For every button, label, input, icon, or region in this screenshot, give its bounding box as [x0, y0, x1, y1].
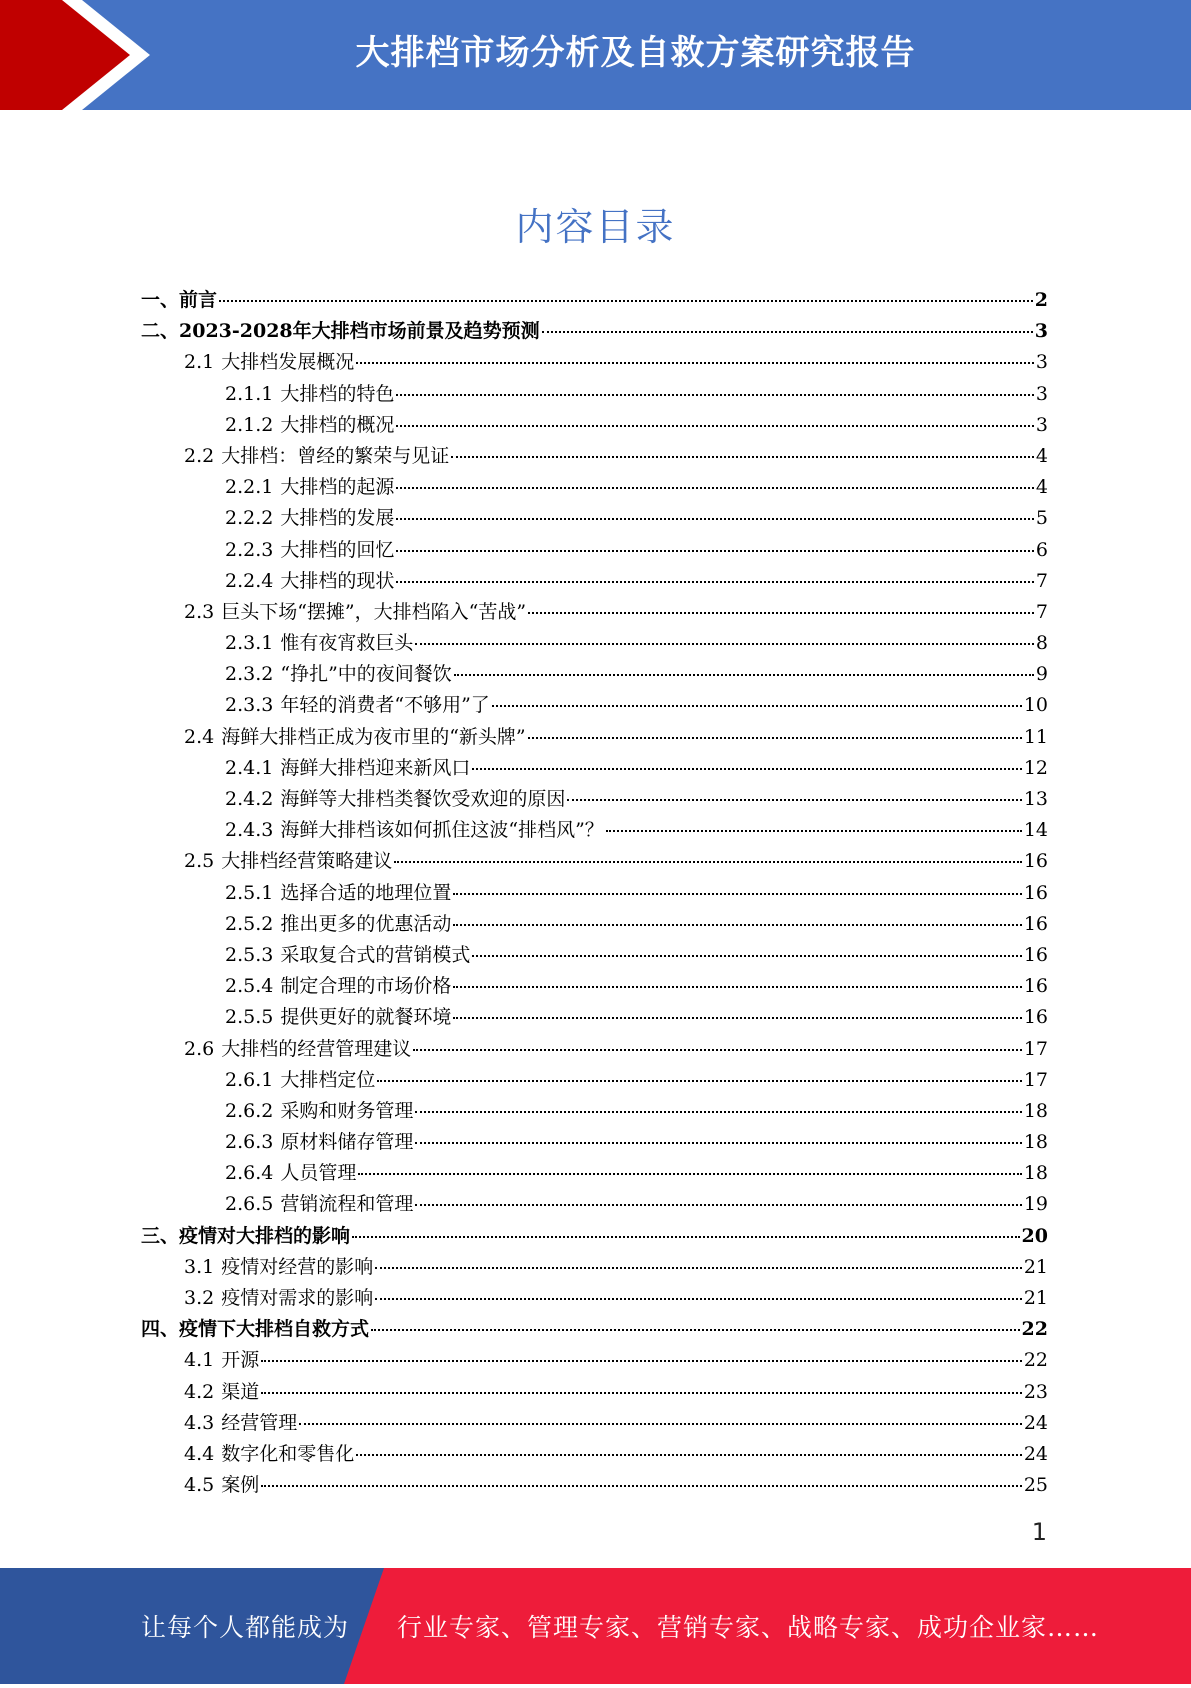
toc-entry-page: 20 — [1021, 1224, 1048, 1247]
toc-entry[interactable] — [141, 878, 1048, 909]
toc-entry-page: 7 — [1035, 600, 1048, 623]
toc-dot-leader — [451, 456, 1034, 458]
toc-entry-page: 17 — [1023, 1037, 1048, 1060]
toc-entry-number: 2.6.3 — [225, 1131, 274, 1154]
toc-entry-page: 13 — [1023, 788, 1048, 810]
toc-dot-leader — [472, 768, 1021, 770]
toc-entry[interactable] — [141, 1439, 1048, 1470]
toc-entry[interactable] — [141, 1034, 1048, 1065]
toc-entry-number: 2.2 — [184, 444, 215, 467]
toc-dot-leader — [394, 861, 1022, 863]
toc-entry[interactable] — [141, 1002, 1048, 1033]
toc-entry[interactable] — [141, 815, 1048, 846]
toc-entry[interactable] — [141, 784, 1048, 815]
toc-entry-title: 海鲜等大排档类餐饮受欢迎的原因 — [280, 788, 566, 810]
toc-dot-leader — [396, 394, 1034, 396]
toc-entry[interactable] — [141, 347, 1048, 378]
toc-entry-number: 2.3 — [184, 600, 215, 623]
toc-entry-title: 大排档经营策略建议 — [221, 850, 393, 873]
toc-entry-number: 2.4.1 — [225, 756, 274, 779]
toc-entry-title: 大排档的概况 — [280, 413, 395, 436]
toc-entry-title: 制定合理的市场价格 — [280, 975, 452, 998]
toc-dot-leader — [528, 737, 1022, 739]
toc-entry[interactable] — [141, 1283, 1048, 1314]
toc-entry[interactable] — [141, 1221, 1048, 1252]
toc-dot-leader — [567, 799, 1021, 801]
toc-entry-page: 3 — [1035, 382, 1048, 405]
toc-entry-page: 22 — [1021, 1318, 1048, 1341]
toc-entry-title: 疫情对经营的影响 — [221, 1255, 374, 1278]
toc-entry-page: 24 — [1023, 1442, 1048, 1465]
toc-dot-leader — [453, 1017, 1021, 1019]
toc-entry[interactable] — [141, 940, 1048, 971]
toc-entry[interactable] — [141, 722, 1048, 753]
toc-dot-leader — [492, 705, 1022, 707]
toc-entry-page: 16 — [1023, 881, 1048, 904]
toc-entry[interactable] — [141, 566, 1048, 597]
toc-entry-number: 2.5.3 — [225, 943, 274, 966]
toc-entry-title: 经营管理 — [221, 1411, 298, 1434]
toc-entry-title: 海鲜大排档迎来新风口 — [280, 756, 471, 779]
toc-dot-leader — [375, 1267, 1022, 1269]
toc-entry-title: 三、疫情对大排档的影响 — [141, 1224, 351, 1247]
toc-entry-page: 16 — [1023, 1006, 1048, 1029]
toc-entry[interactable] — [141, 503, 1048, 534]
toc-entry-number: 2.5.4 — [225, 975, 274, 998]
toc-entry-number: 2.1.2 — [225, 413, 274, 436]
toc-entry[interactable] — [141, 1096, 1048, 1127]
toc-entry-number: 2.1.1 — [225, 382, 274, 405]
toc-entry[interactable] — [141, 1158, 1048, 1189]
toc-entry[interactable] — [141, 753, 1048, 784]
toc-entry[interactable] — [141, 909, 1048, 940]
toc-entry-page: 16 — [1023, 912, 1048, 935]
toc-entry-title: 海鲜大排档正成为夜市里的“新头牌” — [221, 725, 526, 748]
toc-dot-leader — [415, 1142, 1021, 1144]
page-number: 1 — [1031, 1518, 1047, 1546]
toc-entry-number: 2.6.1 — [225, 1068, 274, 1091]
toc-entry-title: 大排档的特色 — [280, 382, 395, 405]
header-banner — [0, 0, 1191, 110]
toc-entry-page: 21 — [1023, 1287, 1048, 1309]
toc-entry-page: 21 — [1023, 1255, 1048, 1278]
toc-dot-leader — [375, 1298, 1022, 1300]
toc-entry-number: 2.6 — [184, 1037, 215, 1060]
toc-entry-number: 3.1 — [184, 1255, 215, 1278]
toc-dot-leader — [415, 643, 1034, 645]
chevron-arrow-icon — [0, 0, 160, 110]
toc-dot-leader — [377, 1080, 1021, 1082]
toc-entry-page: 7 — [1035, 569, 1048, 592]
toc-entry-title: 数字化和零售化 — [221, 1442, 355, 1465]
toc-entry-number: 2.2.2 — [225, 507, 274, 530]
toc-entry-title: 开源 — [221, 1349, 260, 1372]
toc-entry-number: 4.5 — [184, 1474, 215, 1497]
toc-dot-leader — [261, 1392, 1022, 1394]
toc-entry-title: 人员管理 — [280, 1162, 357, 1185]
toc-entry-title: 大排档定位 — [280, 1068, 376, 1091]
toc-entry-page: 24 — [1023, 1411, 1048, 1434]
toc-dot-leader — [356, 362, 1034, 364]
toc-entry-title: 大排档的起源 — [280, 476, 395, 499]
toc-dot-leader — [542, 331, 1033, 333]
toc-entry-number: 3.2 — [184, 1287, 215, 1309]
toc-entry-number: 4.3 — [184, 1411, 215, 1434]
toc-entry[interactable] — [141, 410, 1048, 441]
toc-entry-title: 选择合适的地理位置 — [280, 881, 452, 904]
toc-entry-title: 提供更好的就餐环境 — [280, 1006, 452, 1029]
toc-entry[interactable] — [141, 1127, 1048, 1158]
toc-entry[interactable] — [141, 628, 1048, 659]
toc-dot-leader — [415, 1204, 1021, 1206]
toc-dot-leader — [396, 518, 1034, 520]
toc-entry-number: 2.4.2 — [225, 788, 274, 810]
toc-entry[interactable] — [141, 1252, 1048, 1283]
toc-entry-number: 4.4 — [184, 1442, 215, 1465]
toc-entry-title: 推出更多的优惠活动 — [280, 912, 452, 935]
toc-entry-title: 案例 — [221, 1474, 260, 1497]
toc-entry-page: 3 — [1035, 351, 1048, 374]
toc-entry-number: 2.3.2 — [225, 663, 274, 686]
toc-entry-number: 2.4 — [184, 725, 215, 748]
toc-entry-page: 16 — [1023, 943, 1048, 966]
toc-entry-title: 大排档：曾经的繁荣与见证 — [221, 444, 450, 467]
toc-entry-number: 2.6.4 — [225, 1162, 274, 1185]
toc-entry-title: 大排档的发展 — [280, 507, 395, 530]
toc-dot-leader — [528, 612, 1034, 614]
toc-entry-number: 2.5.5 — [225, 1006, 274, 1029]
toc-entry[interactable] — [141, 1314, 1048, 1345]
toc-dot-leader — [453, 924, 1021, 926]
footer-roles: 行业专家、管理专家、营销专家、战略专家、成功企业家…… — [397, 1613, 1100, 1642]
toc-dot-leader — [396, 487, 1034, 489]
toc-entry-page: 16 — [1023, 975, 1048, 998]
toc-entry-title: 一、前言 — [141, 289, 218, 311]
toc-entry-title: 营销流程和管理 — [280, 1193, 414, 1216]
toc-dot-leader — [453, 893, 1021, 895]
toc-entry-title: 采购和财务管理 — [280, 1099, 414, 1122]
toc-entry-page: 4 — [1035, 476, 1048, 499]
toc-entry[interactable] — [141, 690, 1048, 721]
toc-entry-number: 2.6.5 — [225, 1193, 274, 1216]
toc-dot-leader — [454, 674, 1034, 676]
toc-entry-page: 12 — [1023, 756, 1048, 779]
toc-entry-title: 大排档的现状 — [280, 569, 395, 592]
toc-dot-leader — [472, 955, 1021, 957]
toc-entry-page: 18 — [1023, 1099, 1048, 1122]
toc-entry-page: 6 — [1035, 538, 1048, 561]
toc-entry[interactable] — [141, 1065, 1048, 1096]
toc-entry[interactable] — [141, 285, 1048, 316]
toc-entry-title: 大排档的回忆 — [280, 538, 395, 561]
toc-entry-page: 18 — [1023, 1131, 1048, 1154]
toc-dot-leader — [219, 300, 1033, 302]
toc-dot-leader — [358, 1173, 1021, 1175]
toc-entry-title: 采取复合式的营销模式 — [280, 943, 471, 966]
toc-entry-title: 疫情对需求的影响 — [221, 1287, 374, 1309]
toc-entry-number: 2.3.3 — [225, 694, 274, 717]
toc-dot-leader — [415, 1111, 1021, 1113]
toc-dot-leader — [261, 1485, 1022, 1487]
toc-entry[interactable] — [141, 659, 1048, 690]
toc-entry-title: 巨头下场“摆摊”，大排档陷入“苦战” — [221, 600, 527, 623]
toc-entry[interactable] — [141, 1408, 1048, 1439]
toc-entry-page: 16 — [1023, 850, 1048, 873]
footer-slogan: 让每个人都能成为 — [141, 1613, 350, 1642]
toc-entry-title: 大排档发展概况 — [221, 351, 355, 374]
toc-entry-page: 18 — [1023, 1162, 1048, 1185]
toc-entry[interactable] — [141, 472, 1048, 503]
toc-entry-number: 2.1 — [184, 351, 215, 374]
toc-entry-number: 2.6.2 — [225, 1099, 274, 1122]
toc-entry-number: 2.2.4 — [225, 569, 274, 592]
toc-dot-leader — [413, 1049, 1022, 1051]
toc-entry-number: 2.4.3 — [225, 819, 274, 842]
toc-dot-leader — [299, 1423, 1022, 1425]
table-of-contents — [141, 285, 1048, 1501]
toc-entry-page: 4 — [1035, 444, 1048, 467]
toc-entry-title: “挣扎”中的夜间餐饮 — [280, 663, 452, 686]
report-title: 大排档市场分析及自救方案研究报告 — [355, 33, 916, 73]
toc-entry-title: 年轻的消费者“不够用”了 — [280, 694, 490, 717]
toc-entry[interactable] — [141, 597, 1048, 628]
toc-entry-number: 4.2 — [184, 1380, 215, 1403]
toc-entry[interactable] — [141, 1470, 1048, 1501]
toc-entry-page: 2 — [1034, 289, 1048, 311]
toc-entry[interactable] — [141, 1377, 1048, 1408]
toc-entry-page: 11 — [1023, 725, 1048, 748]
toc-entry-number: 2.2.3 — [225, 538, 274, 561]
toc-entry[interactable] — [141, 316, 1048, 347]
toc-entry[interactable] — [141, 535, 1048, 566]
toc-entry-title: 海鲜大排档该如何抓住这波“排档风”？ — [280, 819, 604, 842]
toc-dot-leader — [606, 830, 1022, 832]
toc-entry[interactable] — [141, 1189, 1048, 1220]
toc-entry-page: 14 — [1023, 819, 1048, 842]
toc-entry[interactable] — [141, 846, 1048, 877]
toc-entry-title: 二、2023-2028年大排档市场前景及趋势预测 — [141, 320, 540, 343]
toc-entry-title: 惟有夜宵救巨头 — [280, 632, 414, 655]
toc-dot-leader — [396, 581, 1034, 583]
toc-entry[interactable] — [141, 971, 1048, 1002]
toc-entry-page: 10 — [1023, 694, 1048, 717]
toc-entry-number: 2.3.1 — [225, 632, 274, 655]
toc-entry-number: 2.5.1 — [225, 881, 274, 904]
toc-entry-title: 渠道 — [221, 1380, 260, 1403]
toc-entry[interactable] — [141, 379, 1048, 410]
toc-dot-leader — [261, 1360, 1022, 1362]
toc-entry-title: 大排档的经营管理建议 — [221, 1037, 412, 1060]
toc-entry[interactable] — [141, 441, 1048, 472]
toc-entry-page: 25 — [1023, 1474, 1048, 1497]
toc-entry-page: 3 — [1034, 320, 1048, 343]
toc-entry-page: 8 — [1035, 632, 1048, 655]
toc-dot-leader — [356, 1454, 1022, 1456]
toc-entry[interactable] — [141, 1345, 1048, 1376]
toc-entry-page: 5 — [1035, 507, 1048, 530]
toc-entry-number: 2.5 — [184, 850, 215, 873]
toc-entry-page: 19 — [1023, 1193, 1048, 1216]
toc-entry-title: 四、疫情下大排档自救方式 — [141, 1318, 370, 1341]
toc-entry-page: 3 — [1035, 413, 1048, 436]
footer-banner — [0, 1568, 1191, 1684]
toc-heading: 内容目录 — [515, 205, 676, 249]
toc-entry-number: 2.2.1 — [225, 476, 274, 499]
toc-dot-leader — [352, 1236, 1020, 1238]
toc-dot-leader — [396, 550, 1034, 552]
toc-entry-page: 22 — [1023, 1349, 1048, 1372]
toc-entry-page: 17 — [1023, 1068, 1048, 1091]
toc-entry-title: 原材料储存管理 — [280, 1131, 414, 1154]
toc-entry-number: 2.5.2 — [225, 912, 274, 935]
toc-entry-page: 9 — [1035, 663, 1048, 686]
toc-dot-leader — [371, 1329, 1020, 1331]
toc-dot-leader — [453, 986, 1021, 988]
toc-entry-page: 23 — [1023, 1380, 1048, 1403]
toc-entry-number: 4.1 — [184, 1349, 215, 1372]
toc-dot-leader — [396, 425, 1034, 427]
